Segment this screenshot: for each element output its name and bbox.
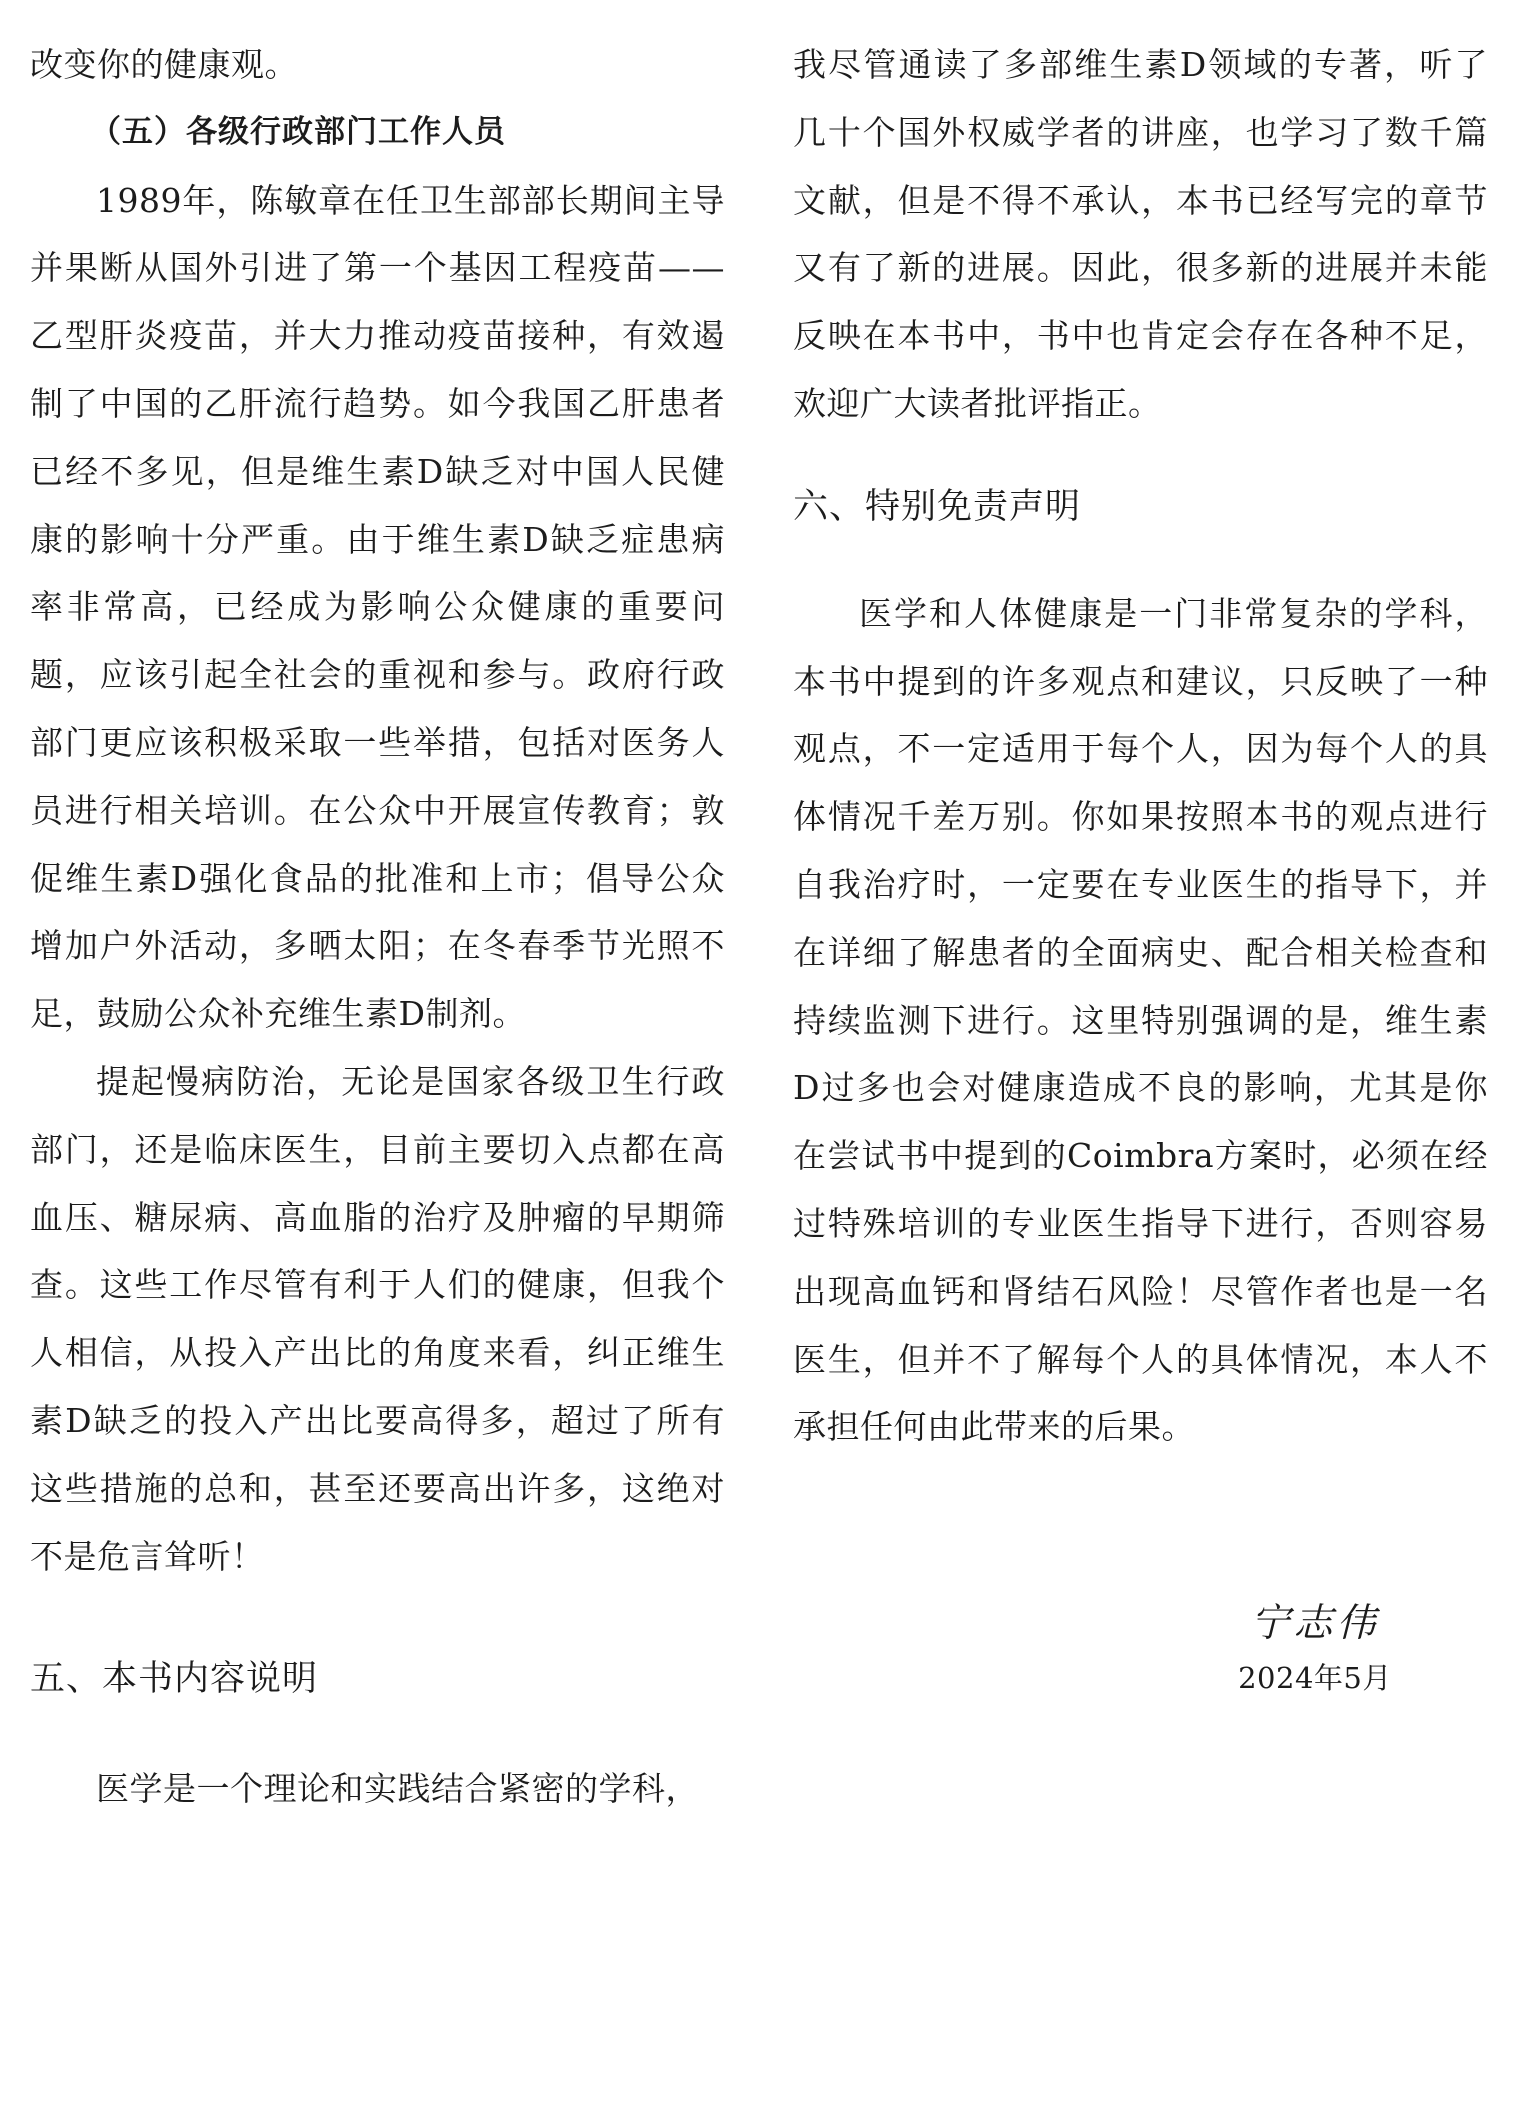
author-signature: [1185, 1595, 1445, 1703]
paragraph-hepatitis-vaccine: 1989年，陈敏章在任卫生部部长期间主导并果断从国外引进了第一个基因工程疫苗——乙型肝炎疫苗，并大力推动疫苗接种，有效遏制了中国的乙肝流行趋势。如今我国乙肝患者已经不多见，但是维生素D缺乏对中国人民健康的影响十分严重。由于维生素D缺乏症患病率非常高，已经成为影响公众健康的重要问题，应该引起全社会的重视和参与。政府行政部门更应该积极采取一些举措，包括对医务人员进行相关培训。在公众中开展宣传教育；敦促维生素D强化食品的批准和上市；倡导公众增加户外活动，多晒太阳；在冬春季节光照不足，鼓励公众补充维生素D制剂。: [30, 180, 725, 1034]
paragraph-medicine-theory-practice: 医学是一个理论和实践结合紧密的学科，: [96, 1769, 699, 1809]
left-column: [30, 31, 725, 1823]
paragraph-continuation-right: 我尽管通读了多部维生素D领域的专著，听了几十个国外权威学者的讲座，也学习了数千篇文献，但是不得不承认，本书已经写完的章节又有了新的进展。因此，很多新的进展并未能反映在本书中，书中也肯定会存在各种不足，欢迎广大读者批评指正。: [793, 45, 1488, 423]
signature-date: 2024年5月: [1238, 1661, 1392, 1695]
section-heading-book-content: 五、本书内容说明: [30, 1659, 319, 1700]
section-heading-disclaimer: 六、特别免责声明: [793, 486, 1082, 527]
author-name: 宁志伟: [1250, 1601, 1380, 1646]
paragraph-disclaimer: 医学和人体健康是一门非常复杂的学科，本书中提到的许多观点和建议，只反映了一种观点，不一定适用于每个人，因为每个人的具体情况千差万别。你如果按照本书的观点进行自我治疗时，一定要在专业医生的指导下，并在详细了解患者的全面病史、配合相关检查和持续监测下进行。这里特别强调的是，维生素D过多也会对健康造成不良的影响，尤其是你在尝试书中提到的Coimbra方案时，必须在经过特殊培训的专业医生指导下进行，否则容易出现高血钙和肾结石风险！尽管作者也是一名医生，但并不了解每个人的具体情况，本人不承担任何由此带来的后果。: [793, 593, 1488, 1447]
paragraph-continuation-left: 改变你的健康观。: [30, 45, 298, 84]
subsection-heading-administrative-staff: （五）各级行政部门工作人员: [90, 113, 506, 150]
right-column: [793, 31, 1488, 1461]
paragraph-chronic-disease: 提起慢病防治，无论是国家各级卫生行政部门，还是临床医生，目前主要切入点都在高血压、糖尿病、高血脂的治疗及肿瘤的早期筛查。这些工作尽管有利于人们的健康，但我个人相信，从投入产出比的角度来看，纠正维生素D缺乏的投入产出比要高得多，超过了所有这些措施的总和，甚至还要高出许多，这绝对不是危言耸听！: [30, 1061, 725, 1576]
